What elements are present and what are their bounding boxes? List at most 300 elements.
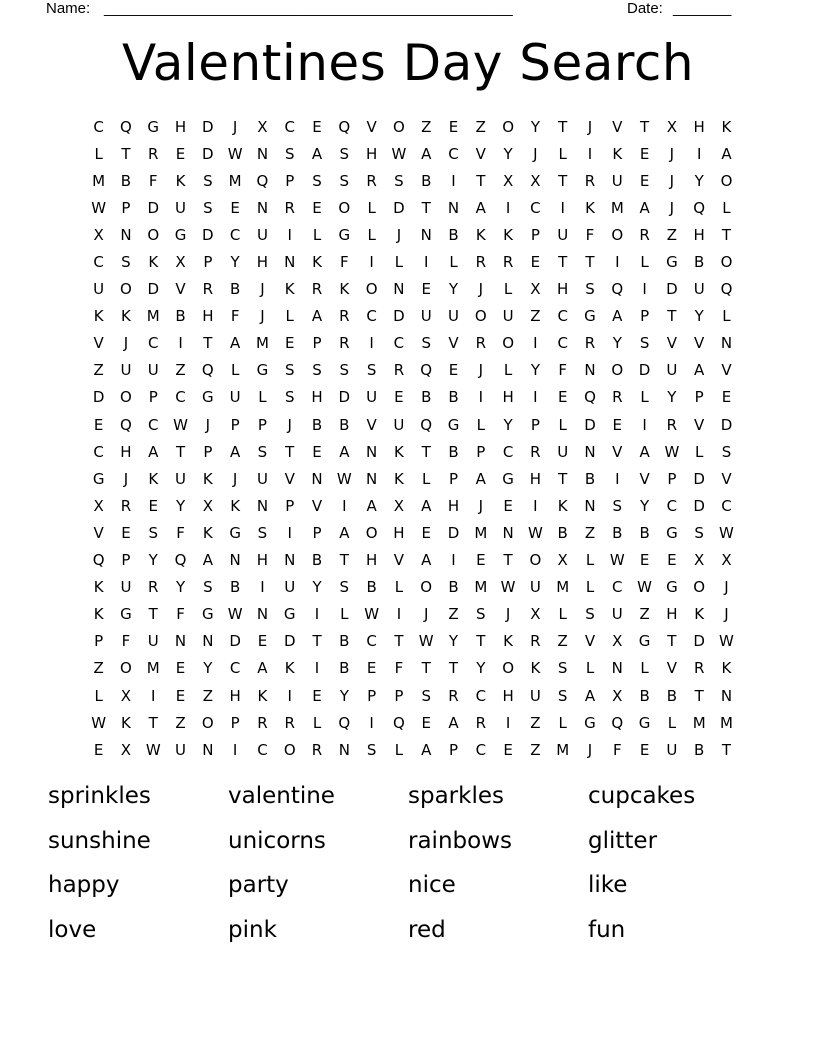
grid-letter: I bbox=[151, 686, 156, 705]
grid-letter: C bbox=[612, 578, 623, 597]
grid-letter: O bbox=[147, 225, 160, 244]
grid-letter: S bbox=[366, 740, 377, 759]
grid-letter: U bbox=[529, 686, 541, 705]
word-list-item: valentine bbox=[228, 783, 335, 809]
grid-letter: R bbox=[475, 253, 487, 272]
grid-letter: S bbox=[421, 334, 431, 353]
grid-letter: P bbox=[285, 496, 295, 515]
grid-letter: Y bbox=[203, 659, 213, 678]
grid-letter: H bbox=[502, 686, 514, 705]
grid-letter: C bbox=[475, 740, 487, 759]
grid-letter: A bbox=[339, 442, 350, 461]
grid-letter: R bbox=[584, 334, 596, 353]
grid-letter: Y bbox=[612, 334, 622, 353]
grid-letter: X bbox=[694, 551, 705, 570]
grid-letter: N bbox=[284, 253, 296, 272]
grid-letter: V bbox=[448, 334, 459, 353]
grid-letter: W bbox=[637, 578, 652, 597]
grid-letter: G bbox=[638, 713, 651, 732]
grid-letter: E bbox=[175, 686, 186, 705]
grid-letter: Z bbox=[475, 117, 486, 136]
grid-letter: Y bbox=[503, 144, 513, 163]
grid-letter: S bbox=[585, 605, 595, 624]
grid-letter: H bbox=[502, 388, 514, 407]
grid-letter: O bbox=[502, 334, 514, 353]
name-label: Name: bbox=[46, 0, 91, 17]
grid-letter: P bbox=[367, 686, 377, 705]
grid-letter: W bbox=[418, 632, 434, 651]
grid-letter: A bbox=[421, 496, 432, 515]
grid-letter: W bbox=[91, 198, 107, 217]
grid-letter: U bbox=[611, 171, 623, 190]
grid-letter: B bbox=[584, 469, 596, 488]
grid-letter: L bbox=[285, 307, 294, 326]
grid-letter: L bbox=[312, 713, 322, 732]
grid-letter: H bbox=[693, 225, 705, 244]
grid-letter: E bbox=[448, 117, 459, 136]
grid-letter: E bbox=[557, 388, 568, 407]
word-list-item: red bbox=[408, 916, 446, 943]
grid-letter: G bbox=[447, 415, 460, 434]
grid-letter: K bbox=[612, 144, 623, 163]
grid-letter: R bbox=[475, 334, 487, 353]
grid-letter: T bbox=[394, 632, 404, 651]
grid-letter: T bbox=[721, 225, 732, 244]
grid-letter: K bbox=[475, 225, 486, 244]
grid-letter: M bbox=[228, 171, 242, 190]
grid-letter: N bbox=[284, 551, 296, 570]
grid-letter: E bbox=[421, 523, 431, 542]
header bbox=[46, 0, 746, 20]
grid-letter: I bbox=[342, 496, 347, 515]
grid-letter: E bbox=[121, 523, 131, 542]
grid-letter: G bbox=[338, 225, 351, 244]
grid-letter: F bbox=[176, 523, 185, 542]
grid-letter: B bbox=[366, 578, 377, 597]
grid-letter: A bbox=[475, 469, 486, 488]
grid-letter: N bbox=[584, 442, 596, 461]
grid-letter: D bbox=[338, 388, 351, 407]
grid-letter: K bbox=[175, 171, 186, 190]
grid-letter: S bbox=[557, 686, 568, 705]
word-list-item: party bbox=[228, 872, 289, 898]
grid-letter: X bbox=[120, 686, 132, 705]
grid-letter: N bbox=[420, 225, 432, 244]
grid-letter: U bbox=[147, 632, 159, 651]
grid-letter: C bbox=[557, 334, 568, 353]
grid-letter: T bbox=[175, 442, 186, 461]
grid-letter: A bbox=[475, 198, 486, 217]
grid-letter: D bbox=[447, 523, 460, 542]
grid-letter: E bbox=[503, 496, 513, 515]
grid-letter: Z bbox=[448, 605, 459, 624]
grid-letter: N bbox=[174, 632, 187, 651]
grid-letter: M bbox=[474, 523, 488, 542]
grid-letter: O bbox=[283, 740, 296, 759]
grid-letter: X bbox=[257, 117, 268, 136]
grid-letter: T bbox=[694, 686, 704, 705]
grid-letter: E bbox=[366, 659, 377, 678]
grid-letter: A bbox=[202, 551, 213, 570]
grid-letter: U bbox=[448, 307, 459, 326]
grid-letter: Z bbox=[530, 307, 541, 326]
grid-letter: B bbox=[229, 280, 241, 299]
grid-letter: Q bbox=[584, 388, 596, 407]
grid-letter: H bbox=[174, 117, 187, 136]
grid-letter: C bbox=[93, 253, 104, 272]
grid-letter: D bbox=[584, 415, 596, 434]
grid-letter: L bbox=[503, 361, 513, 380]
grid-letter: Q bbox=[120, 117, 132, 136]
grid-letter: J bbox=[396, 225, 402, 244]
grid-letter: I bbox=[178, 334, 183, 353]
grid-letter: N bbox=[447, 198, 460, 217]
grid-letter: L bbox=[558, 144, 567, 163]
grid-letter: S bbox=[203, 198, 213, 217]
word-list-item: pink bbox=[228, 916, 277, 943]
grid-letter: A bbox=[421, 551, 432, 570]
grid-letter: K bbox=[121, 713, 131, 732]
grid-letter: K bbox=[121, 307, 131, 326]
word-list-item: sunshine bbox=[48, 827, 151, 854]
grid-letter: S bbox=[284, 144, 295, 163]
grid-letter: R bbox=[530, 442, 541, 461]
grid-letter: H bbox=[393, 523, 405, 542]
grid-letter: B bbox=[694, 253, 705, 272]
grid-letter: O bbox=[120, 280, 132, 299]
grid-letter: I bbox=[533, 334, 538, 353]
grid-letter: L bbox=[695, 442, 704, 461]
grid-letter: J bbox=[260, 307, 265, 326]
grid-letter: O bbox=[338, 198, 351, 217]
word-list-item: glitter bbox=[588, 827, 658, 854]
grid-letter: L bbox=[503, 280, 513, 299]
grid-letter: R bbox=[148, 578, 159, 597]
grid-letter: R bbox=[311, 280, 323, 299]
grid-letter: B bbox=[421, 388, 432, 407]
grid-letter: L bbox=[94, 686, 103, 705]
grid-letter: G bbox=[174, 225, 187, 244]
grid-letter: V bbox=[694, 334, 705, 353]
grid-letter: K bbox=[284, 659, 295, 678]
grid-letter: J bbox=[669, 144, 675, 163]
grid-letter: C bbox=[257, 740, 268, 759]
date-line: _______ bbox=[673, 0, 732, 17]
grid-letter: W bbox=[145, 740, 161, 759]
grid-letter: R bbox=[639, 225, 650, 244]
grid-letter: S bbox=[394, 171, 404, 190]
grid-letter: U bbox=[557, 442, 569, 461]
grid-letter: J bbox=[423, 605, 429, 624]
grid-letter: L bbox=[340, 605, 349, 624]
grid-letter: V bbox=[666, 334, 678, 353]
grid-letter: V bbox=[393, 551, 405, 570]
grid-letter: R bbox=[366, 171, 377, 190]
grid-letter: I bbox=[314, 659, 320, 678]
grid-letter: W bbox=[719, 632, 734, 651]
grid-letter: P bbox=[312, 523, 322, 542]
grid-letter: P bbox=[640, 307, 650, 326]
grid-letter: G bbox=[92, 469, 105, 488]
grid-letter: J bbox=[587, 117, 593, 136]
grid-letter: X bbox=[612, 632, 623, 651]
grid-letter: P bbox=[312, 334, 322, 353]
grid-letter: S bbox=[612, 496, 623, 515]
grid-letter: M bbox=[610, 198, 624, 217]
grid-letter: T bbox=[421, 659, 431, 678]
grid-letter: P bbox=[448, 469, 459, 488]
grid-letter: R bbox=[584, 171, 596, 190]
grid-letter: K bbox=[93, 578, 104, 597]
grid-letter: K bbox=[530, 659, 541, 678]
grid-letter: Y bbox=[530, 117, 540, 136]
grid-letter: O bbox=[502, 117, 514, 136]
grid-letter: H bbox=[120, 442, 132, 461]
grid-letter: C bbox=[366, 307, 377, 326]
grid-letter: Q bbox=[693, 198, 706, 217]
grid-letter: N bbox=[338, 740, 350, 759]
grid-letter: D bbox=[693, 632, 705, 651]
grid-letter: T bbox=[312, 632, 322, 651]
grid-letter: R bbox=[257, 713, 268, 732]
grid-letter: P bbox=[230, 713, 240, 732]
grid-letter: W bbox=[227, 144, 243, 163]
grid-letter: S bbox=[312, 361, 322, 380]
grid-letter: D bbox=[202, 117, 214, 136]
grid-letter: S bbox=[639, 334, 650, 353]
grid-letter: O bbox=[611, 225, 624, 244]
grid-letter: Z bbox=[202, 686, 213, 705]
grid-letter: C bbox=[148, 334, 159, 353]
grid-letter: A bbox=[584, 686, 596, 705]
grid-letter: I bbox=[232, 740, 238, 759]
grid-letter: T bbox=[667, 632, 677, 651]
word-list-item: love bbox=[48, 916, 97, 943]
grid-letter: E bbox=[503, 740, 513, 759]
grid-letter: Q bbox=[393, 713, 405, 732]
grid-letter: J bbox=[123, 469, 129, 488]
grid-letter: E bbox=[257, 632, 268, 651]
grid-letter: S bbox=[203, 171, 213, 190]
grid-letter: G bbox=[502, 469, 514, 488]
grid-letter: R bbox=[120, 496, 132, 515]
grid-letter: E bbox=[93, 740, 104, 759]
grid-letter: Z bbox=[175, 361, 186, 380]
grid-letter: I bbox=[615, 253, 620, 272]
grid-letter: C bbox=[557, 307, 568, 326]
grid-letter: J bbox=[287, 415, 292, 434]
word-list-item: sparkles bbox=[408, 783, 504, 809]
grid-letter: C bbox=[93, 117, 104, 136]
word-list-item: unicorns bbox=[228, 827, 326, 854]
grid-letter: E bbox=[612, 415, 623, 434]
grid-letter: W bbox=[391, 144, 407, 163]
grid-letter: V bbox=[311, 496, 323, 515]
grid-letter: Y bbox=[476, 659, 486, 678]
grid-letter: H bbox=[365, 144, 378, 163]
grid-letter: E bbox=[667, 551, 677, 570]
grid-letter: J bbox=[205, 415, 211, 434]
grid-letter: V bbox=[366, 117, 377, 136]
grid-letter: D bbox=[283, 632, 296, 651]
grid-letter: U bbox=[366, 388, 378, 407]
grid-letter: B bbox=[175, 307, 186, 326]
grid-letter: V bbox=[612, 442, 623, 461]
grid-letter: U bbox=[393, 415, 405, 434]
grid-letter: E bbox=[312, 198, 322, 217]
grid-letter: P bbox=[694, 388, 704, 407]
grid-letter: U bbox=[175, 740, 187, 759]
grid-letter: S bbox=[476, 605, 486, 624]
grid-letter: Q bbox=[611, 280, 624, 299]
grid-letter: I bbox=[505, 713, 511, 732]
grid-letter: K bbox=[503, 225, 514, 244]
grid-letter: Z bbox=[639, 605, 650, 624]
grid-letter: E bbox=[448, 361, 459, 380]
grid-letter: M bbox=[720, 713, 733, 732]
grid-letter: P bbox=[257, 415, 267, 434]
grid-letter: P bbox=[148, 388, 158, 407]
grid-letter: I bbox=[533, 496, 538, 515]
grid-letter: T bbox=[558, 469, 568, 488]
grid-letter: C bbox=[93, 442, 104, 461]
grid-letter: B bbox=[339, 632, 350, 651]
grid-letter: T bbox=[558, 253, 568, 272]
grid-letter: L bbox=[367, 198, 376, 217]
word-list-item: cupcakes bbox=[588, 783, 696, 809]
grid-letter: G bbox=[638, 632, 651, 651]
grid-letter: L bbox=[394, 253, 404, 272]
grid-letter: M bbox=[556, 740, 570, 759]
grid-letter: K bbox=[93, 605, 104, 624]
grid-letter: E bbox=[639, 144, 650, 163]
grid-letter: B bbox=[448, 578, 459, 597]
grid-letter: X bbox=[93, 496, 104, 515]
grid-letter: A bbox=[639, 442, 650, 461]
grid-letter: I bbox=[287, 225, 292, 244]
grid-letter: K bbox=[721, 117, 732, 136]
grid-letter: L bbox=[585, 551, 595, 570]
grid-letter: E bbox=[639, 171, 650, 190]
grid-letter: D bbox=[92, 388, 105, 407]
grid-letter: Z bbox=[175, 713, 186, 732]
grid-letter: O bbox=[529, 551, 542, 570]
grid-letter: T bbox=[148, 713, 158, 732]
grid-letter: R bbox=[530, 632, 541, 651]
grid-letter: L bbox=[312, 225, 322, 244]
grid-letter: Q bbox=[338, 117, 351, 136]
grid-letter: C bbox=[502, 442, 514, 461]
grid-letter: N bbox=[502, 523, 514, 542]
grid-letter: S bbox=[585, 280, 595, 299]
grid-letter: E bbox=[175, 659, 186, 678]
grid-letter: V bbox=[584, 632, 596, 651]
grid-letter: K bbox=[721, 659, 732, 678]
grid-letter: U bbox=[175, 198, 187, 217]
grid-letter: W bbox=[227, 605, 243, 624]
grid-letter: W bbox=[91, 713, 107, 732]
grid-letter: K bbox=[284, 280, 295, 299]
grid-letter: G bbox=[666, 253, 678, 272]
grid-letter: V bbox=[694, 415, 705, 434]
grid-letter: N bbox=[720, 334, 733, 353]
grid-letter: L bbox=[394, 740, 404, 759]
grid-letter: Q bbox=[201, 361, 214, 380]
grid-letter: G bbox=[666, 578, 678, 597]
grid-letter: V bbox=[475, 144, 486, 163]
grid-letter: T bbox=[339, 551, 349, 570]
grid-letter: U bbox=[120, 578, 132, 597]
grid-letter: S bbox=[257, 523, 268, 542]
grid-letter: D bbox=[202, 144, 214, 163]
grid-letter: D bbox=[720, 415, 733, 434]
grid-letter: S bbox=[694, 523, 704, 542]
grid-letter: G bbox=[229, 523, 241, 542]
grid-letter: R bbox=[612, 388, 623, 407]
grid-letter: W bbox=[173, 415, 188, 434]
grid-letter: E bbox=[639, 551, 650, 570]
grid-letter: D bbox=[147, 280, 160, 299]
grid-letter: P bbox=[476, 442, 486, 461]
grid-letter: J bbox=[260, 280, 265, 299]
grid-letter: D bbox=[393, 198, 405, 217]
grid-letter: P bbox=[203, 253, 213, 272]
grid-letter: O bbox=[393, 117, 405, 136]
grid-letter: G bbox=[202, 388, 214, 407]
grid-letter: R bbox=[475, 713, 487, 732]
grid-letter: A bbox=[421, 740, 432, 759]
grid-letter: G bbox=[256, 361, 269, 380]
grid-letter: D bbox=[666, 280, 678, 299]
grid-letter: M bbox=[146, 307, 160, 326]
grid-letter: L bbox=[640, 659, 649, 678]
word-list-item: nice bbox=[408, 872, 456, 898]
grid-letter: T bbox=[476, 171, 486, 190]
grid-letter: K bbox=[694, 605, 705, 624]
grid-letter: Y bbox=[448, 632, 459, 651]
grid-letter: R bbox=[393, 361, 405, 380]
grid-letter: U bbox=[502, 307, 514, 326]
grid-letter: L bbox=[558, 415, 567, 434]
grid-letter: K bbox=[393, 442, 404, 461]
grid-letter: T bbox=[148, 605, 158, 624]
grid-letter: F bbox=[394, 659, 404, 678]
grid-letter: T bbox=[121, 144, 131, 163]
grid-letter: A bbox=[257, 659, 268, 678]
grid-letter: U bbox=[93, 280, 105, 299]
grid-letter: L bbox=[640, 388, 649, 407]
grid-letter: F bbox=[585, 225, 595, 244]
grid-letter: J bbox=[123, 334, 129, 353]
grid-letter: L bbox=[585, 578, 595, 597]
grid-letter: J bbox=[724, 605, 729, 624]
grid-letter: T bbox=[421, 198, 431, 217]
grid-letter: Z bbox=[530, 713, 541, 732]
grid-letter: V bbox=[666, 659, 678, 678]
grid-letter: A bbox=[612, 307, 623, 326]
grid-letter: F bbox=[230, 307, 240, 326]
grid-letter: Q bbox=[338, 713, 351, 732]
grid-letter: I bbox=[533, 388, 538, 407]
grid-letter: P bbox=[230, 415, 240, 434]
grid-letter: B bbox=[339, 659, 350, 678]
grid-letter: N bbox=[393, 280, 405, 299]
grid-letter: S bbox=[721, 442, 732, 461]
grid-letter: U bbox=[175, 469, 187, 488]
grid-letter: D bbox=[229, 632, 241, 651]
grid-letter: C bbox=[666, 496, 678, 515]
grid-letter: I bbox=[478, 388, 484, 407]
